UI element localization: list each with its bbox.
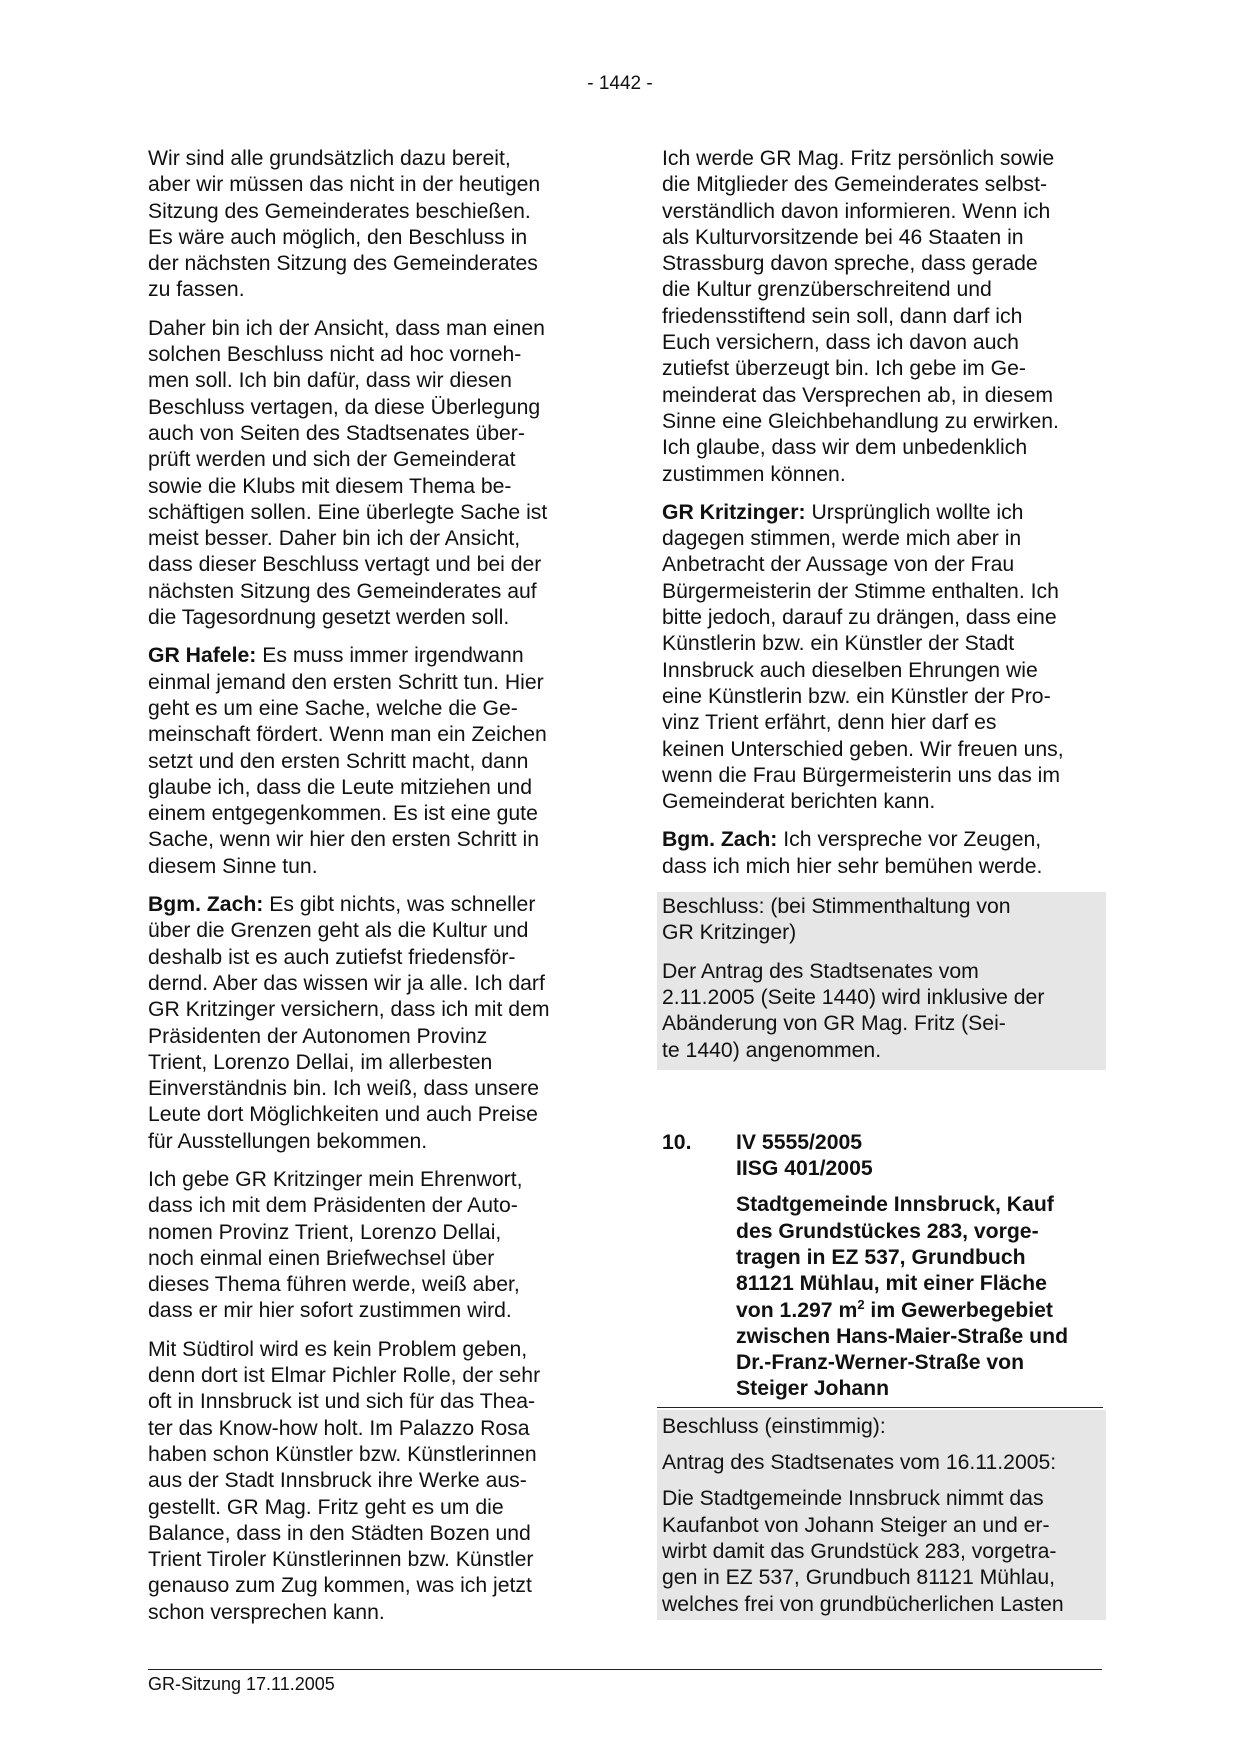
resolution-text: Der Antrag des Stadtsenates vom 2.11.2005 (Seite 1440) wird inklusive der Abänderung von GR Mag. Fritz (Sei- te 1440) angenommen. [662,959,1045,1062]
agenda-title: Stadtgemeinde Innsbruck, Kauf des Grundstückes 283, vorge- tragen in EZ 537, Grundbuch 81121 Mühlau, mit einer Fläche von 1.297 $m^2$ im Gewerbegebiet zwischen Hans-Maier-Straße und Dr.-Franz-Werner-Straße von Steiger Johann [736,1193,1069,1401]
agenda-number: 10. [662,1130,692,1154]
paragraph: Daher bin ich der Ansicht, dass man einen solchen Beschluss nicht ad hoc vorneh- men soll. Ich bin dafür, dass wir diesen Beschluss vertagen, da diese Überlegung auch von Seiten des Stadtsenates über- prüft werden und sich der Gemeinderat sowie die Klubs mit diesem Thema be- schäftigen sollen. Eine überlegte Sache ist meist besser. Daher bin ich der Ansicht, dass dieser Beschluss vertagt und bei der nächsten Sitzung des Gemeinderates auf die Tagesordnung gesetzt werden soll. [148,316,548,630]
motion-label: Antrag des Stadtsenates vom 16.11.2005: [662,1451,1057,1475]
paragraph: Wir sind alle grundsätzlich dazu bereit, aber wir müssen das nicht in der heutigen Sitzung des Gemeinderates beschießen. Es wäre auch möglich, den Beschluss in der nächsten Sitzung des Gemeinderates zu fassen. [148,147,541,302]
speaker-label: GR Kritzinger: [662,500,806,524]
paragraph: Ich werde GR Mag. Fritz persönlich sowie die Mitglieder des Gemeinderates selbst- verständlich davon informieren. Wenn ich als Kulturvorsitzende bei 46 Staaten in Strassburg davon spreche, dass gerade die Kultur grenzüberschreitend und friedensstiftend sein soll, dann darf ich Euch versichern, dass ich davon auch zutiefst überzeugt bin. Ich gebe im Ge- meinderat das Versprechen ab, in diesem Sinne eine Gleichbehandlung zu erwirken. Ich glaube, dass wir dem unbedenklich zustimmen können. [662,147,1059,486]
right-column [662,146,1102,1620]
speaker-label: Bgm. Zach: [662,828,778,852]
speaker-label: GR Hafele: [148,644,257,668]
resolution-text: Die Stadtgemeinde Innsbruck nimmt das Kaufanbot von Johann Steiger an und er- wirbt damit das Grundstück 283, vorgetra- gen in EZ 537, Grundbuch 81121 Mühlau, welches frei von grundbücherlichen Lasten [662,1487,1064,1616]
resolution-label: Beschluss (einstimmig): [662,1414,886,1438]
speaker-label: Bgm. Zach: [148,893,264,917]
page-number: - 1442 - [587,73,653,94]
section-divider [657,1407,1103,1408]
agenda-ref: IISG 401/2005 [736,1157,873,1181]
speech-zach-2: Bgm. Zach: Ich verspreche vor Zeugen, dass ich mich hier sehr bemühen werde. [662,828,1043,878]
paragraph: Ich gebe GR Kritzinger mein Ehrenwort, dass ich mit dem Präsidenten der Auto- nomen Provinz Trient, Lorenzo Dellai, noch einmal einen Briefwechsel über dieses Thema führen werde, weiß aber, dass er mir hier sofort zustimmen wird. [148,1167,523,1323]
agenda-ref-row [662,1130,1102,1156]
resolution-box-2 [657,1410,1106,1620]
footer-text: GR-Sitzung 17.11.2005 [148,1674,335,1694]
speech-hafele: GR Hafele: Es muss immer irgendwann einmal jemand den ersten Schritt tun. Hier geht es um eine Sache, welche die Ge- meinschaft fördert. Wenn man ein Zeichen setzt und den ersten Schritt macht, dann glaube ich, dass die Leute mitziehen und einem entgegenkommen. Es ist eine gute Sache, wenn wir hier den ersten Schritt in diesem Sinne tun. [148,644,547,878]
speech-kritzinger: GR Kritzinger: Ursprünglich wollte ich dagegen stimmen, werde mich aber in Anbetracht der Aussage von der Frau Bürgermeisterin der Stimme enthalten. Ich bitte jedoch, darauf zu drängen, dass eine Künstlerin bzw. ein Künstler der Stadt Innsbruck auch dieselben Ehrungen wie eine Künstlerin bzw. ein Künstler der Pro- vinz Trient erfährt, denn hier darf es keinen Unterschied geben. Wir freuen uns, wenn die Frau Bürgermeisterin uns das im Gemeinderat berichten kann. [662,500,1064,814]
resolution-label: Beschluss: (bei Stimmenthaltung von GR Kritzinger) [662,895,1011,945]
agenda-item [662,1130,1102,1408]
footer-divider [148,1669,1102,1670]
agenda-ref: IV 5555/2005 [736,1130,863,1154]
agenda-ref-row [662,1156,1102,1182]
paragraph: Mit Südtirol wird es kein Problem geben, denn dort ist Elmar Pichler Rolle, der sehr oft in Innsbruck ist und sich für das Thea- ter das Know-how holt. Im Palazzo Rosa haben schon Künstler bzw. Künstlerinnen aus der Stadt Innsbruck ihre Werke aus- gestellt. GR Mag. Fritz geht es um die Balance, dass in den Städten Bozen und Trient Tiroler Künstlerinnen bzw. Künstler genauso zum Zug kommen, was ich jetzt schon versprechen kann. [148,1337,541,1624]
left-column [148,146,588,1638]
resolution-box [657,892,1106,1070]
speech-zach: Bgm. Zach: Es gibt nichts, was schneller über die Grenzen geht als die Kultur und deshalb ist es auch zutiefst friedensför- dernd. Aber das wissen wir ja alle. Ich darf GR Kritzinger versichern, dass ich mit dem Präsidenten der Autonomen Provinz Trient, Lorenzo Dellai, im allerbesten Einverständnis bin. Ich weiß, dass unsere Leute dort Möglichkeiten und auch Preise für Ausstellungen bekommen. [148,893,550,1153]
